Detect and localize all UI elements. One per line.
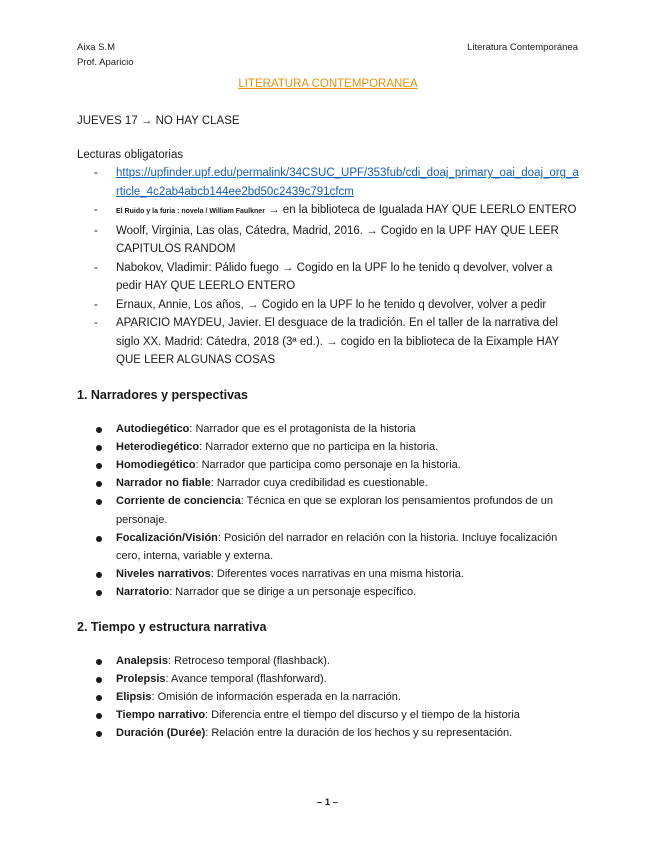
definition: : Narrador que es el protagonista de la historia bbox=[189, 422, 416, 435]
bullet-icon bbox=[96, 659, 102, 665]
list-item bbox=[77, 583, 579, 601]
list-item: - El Ruido y la furia : novela / William Faulkner → en la biblioteca de Igualada HAY QUE LEERLO ENTERO bbox=[94, 204, 577, 216]
list-item: - Woolf, Virginia, Las olas, Cátedra, Madrid, 2016. → Cogido en la UPF HAY QUE LEER CAPITULOS RANDOM bbox=[94, 224, 559, 255]
page-number: – 1 – bbox=[316, 797, 339, 808]
course-name: Literatura Contemporánea bbox=[467, 42, 578, 53]
list-item: - Ernaux, Annie, Los años, → Cogido en la UPF lo he tenido q devolver, volver a pedir bbox=[94, 298, 547, 311]
list-item bbox=[77, 652, 579, 670]
author-name: Aixa S.M bbox=[77, 42, 116, 53]
section-heading: 1. Narradores y perspectivas bbox=[77, 387, 248, 402]
class-notice: JUEVES 17 → NO HAY CLASE bbox=[77, 115, 240, 127]
reading-text: Woolf, Virginia, Las olas, Cátedra, Madrid, 2016. → Cogido en la UPF HAY QUE LEER CAPITULOS RANDOM bbox=[116, 224, 559, 255]
bullet-icon bbox=[96, 427, 102, 433]
definition: : Diferencia entre el tiempo del discurso y el tiempo de la historia bbox=[205, 709, 520, 722]
term: Autodiegético bbox=[116, 422, 190, 435]
definition: : Relación entre la duración de los hechos y su representación. bbox=[205, 727, 513, 740]
reading-text: → en la biblioteca de Igualada HAY QUE LEERLO ENTERO bbox=[264, 204, 577, 216]
term: Elipsis bbox=[116, 690, 152, 703]
bullet-icon bbox=[96, 499, 102, 505]
reading-text: Ernaux, Annie, Los años, → Cogido en la UPF lo he tenido q devolver, volver a pedir bbox=[116, 298, 547, 311]
bullet-icon bbox=[96, 536, 102, 542]
term: Heterodiegético bbox=[116, 440, 200, 453]
section-heading: 2. Tiempo y estructura narrativa bbox=[77, 619, 267, 634]
definition: : Narrador que participa como personaje en la historia. bbox=[195, 458, 461, 471]
list-item bbox=[77, 456, 579, 474]
term: Niveles narrativos bbox=[116, 568, 211, 581]
list-item bbox=[77, 724, 579, 742]
list-item bbox=[77, 474, 579, 492]
bullet-icon bbox=[96, 481, 102, 487]
readings-heading: Lecturas obligatorias bbox=[77, 149, 184, 161]
term: Tiempo narrativo bbox=[116, 709, 206, 722]
bullet-icon bbox=[96, 463, 102, 469]
page-header-left bbox=[77, 40, 134, 70]
reading-small-title: El Ruido y la furia : novela / William Faulkner bbox=[116, 208, 265, 215]
bullet-icon bbox=[96, 731, 102, 737]
bullet-icon bbox=[96, 713, 102, 719]
definition: : Omisión de información esperada en la narración. bbox=[151, 690, 401, 703]
definition: : Posición del narrador en relación con la historia. Incluye focalización cero, interna, variable y externa. bbox=[116, 531, 558, 562]
definition: : Diferentes voces narrativas en una misma historia. bbox=[210, 568, 464, 581]
term: Duración (Durée) bbox=[116, 727, 206, 740]
list-item: - https://upfinder.upf.edu/permalink/34CSUC_UPF/353fub/cdi_doaj_primary_oai_doaj_org_article_4c2ab4abcb144ee2bd50c2439c791cfcm bbox=[94, 167, 579, 198]
definition: : Retroceso temporal (flashback). bbox=[167, 654, 330, 667]
bullet-icon bbox=[96, 677, 102, 683]
document-title: LITERATURA CONTEMPORANEA bbox=[238, 78, 418, 90]
list-item bbox=[77, 492, 579, 528]
reading-text: APARICIO MAYDEU, Javier. El desguace de la tradición. En el taller de la narrativa del siglo XX. Madrid: Cátedra, 2018 (3ª ed.). → cogido en la biblioteca de la Eixample HAY QUE LEER ALGUNAS COSAS bbox=[116, 317, 559, 366]
list-item bbox=[77, 438, 579, 456]
definition: : Técnica en que se exploran los pensamientos profundos de un personaje. bbox=[116, 495, 553, 526]
list-item bbox=[77, 706, 579, 724]
professor-name: Prof. Aparicio bbox=[77, 57, 134, 68]
definition: : Narrador cuya credibilidad es cuestionable. bbox=[210, 477, 428, 490]
bullet-icon bbox=[96, 590, 102, 596]
term: Prolepsis bbox=[116, 672, 166, 685]
term: Analepsis bbox=[116, 654, 168, 667]
term: Corriente de conciencia bbox=[116, 495, 241, 508]
term: Focalización/Visión bbox=[116, 531, 218, 544]
list-item bbox=[77, 670, 579, 688]
narrators-list bbox=[77, 420, 579, 602]
readings-list bbox=[77, 164, 579, 370]
term: Homodiegético bbox=[116, 458, 196, 471]
document-body bbox=[77, 78, 579, 743]
reading-text: Nabokov, Vladimir: Pálido fuego → Cogido en la UPF lo he tenido q devolver, volver a pedir HAY QUE LEERLO ENTERO bbox=[116, 261, 553, 292]
time-structure-list bbox=[77, 652, 579, 743]
list-item bbox=[77, 420, 579, 438]
bullet-icon bbox=[96, 445, 102, 451]
reading-link[interactable]: https://upfinder.upf.edu/permalink/34CSUC_UPF/353fub/cdi_doaj_primary_oai_doaj_org_article_4c2ab4abcb144ee2bd50c2439c791cfcm bbox=[116, 167, 579, 198]
definition: : Narrador que se dirige a un personaje específico. bbox=[169, 586, 417, 599]
list-item bbox=[77, 565, 579, 583]
definition: : Avance temporal (flashforward). bbox=[165, 672, 327, 685]
list-item bbox=[77, 529, 579, 565]
list-item: - Nabokov, Vladimir: Pálido fuego → Cogido en la UPF lo he tenido q devolver, volver a pedir HAY QUE LEERLO ENTERO bbox=[94, 261, 553, 292]
bullet-icon bbox=[96, 695, 102, 701]
definition: : Narrador externo que no participa en la historia. bbox=[199, 440, 439, 453]
list-item: - APARICIO MAYDEU, Javier. El desguace de la tradición. En el taller de la narrativa del siglo XX. Madrid: Cátedra, 2018 (3ª ed.). → cogido en la biblioteca de la Eixample HAY QUE LEER ALGUNAS COSAS bbox=[94, 317, 559, 366]
term: Narrador no fiable bbox=[116, 477, 211, 490]
bullet-icon bbox=[96, 572, 102, 578]
term: Narratorio bbox=[116, 586, 170, 599]
list-item bbox=[77, 688, 579, 706]
